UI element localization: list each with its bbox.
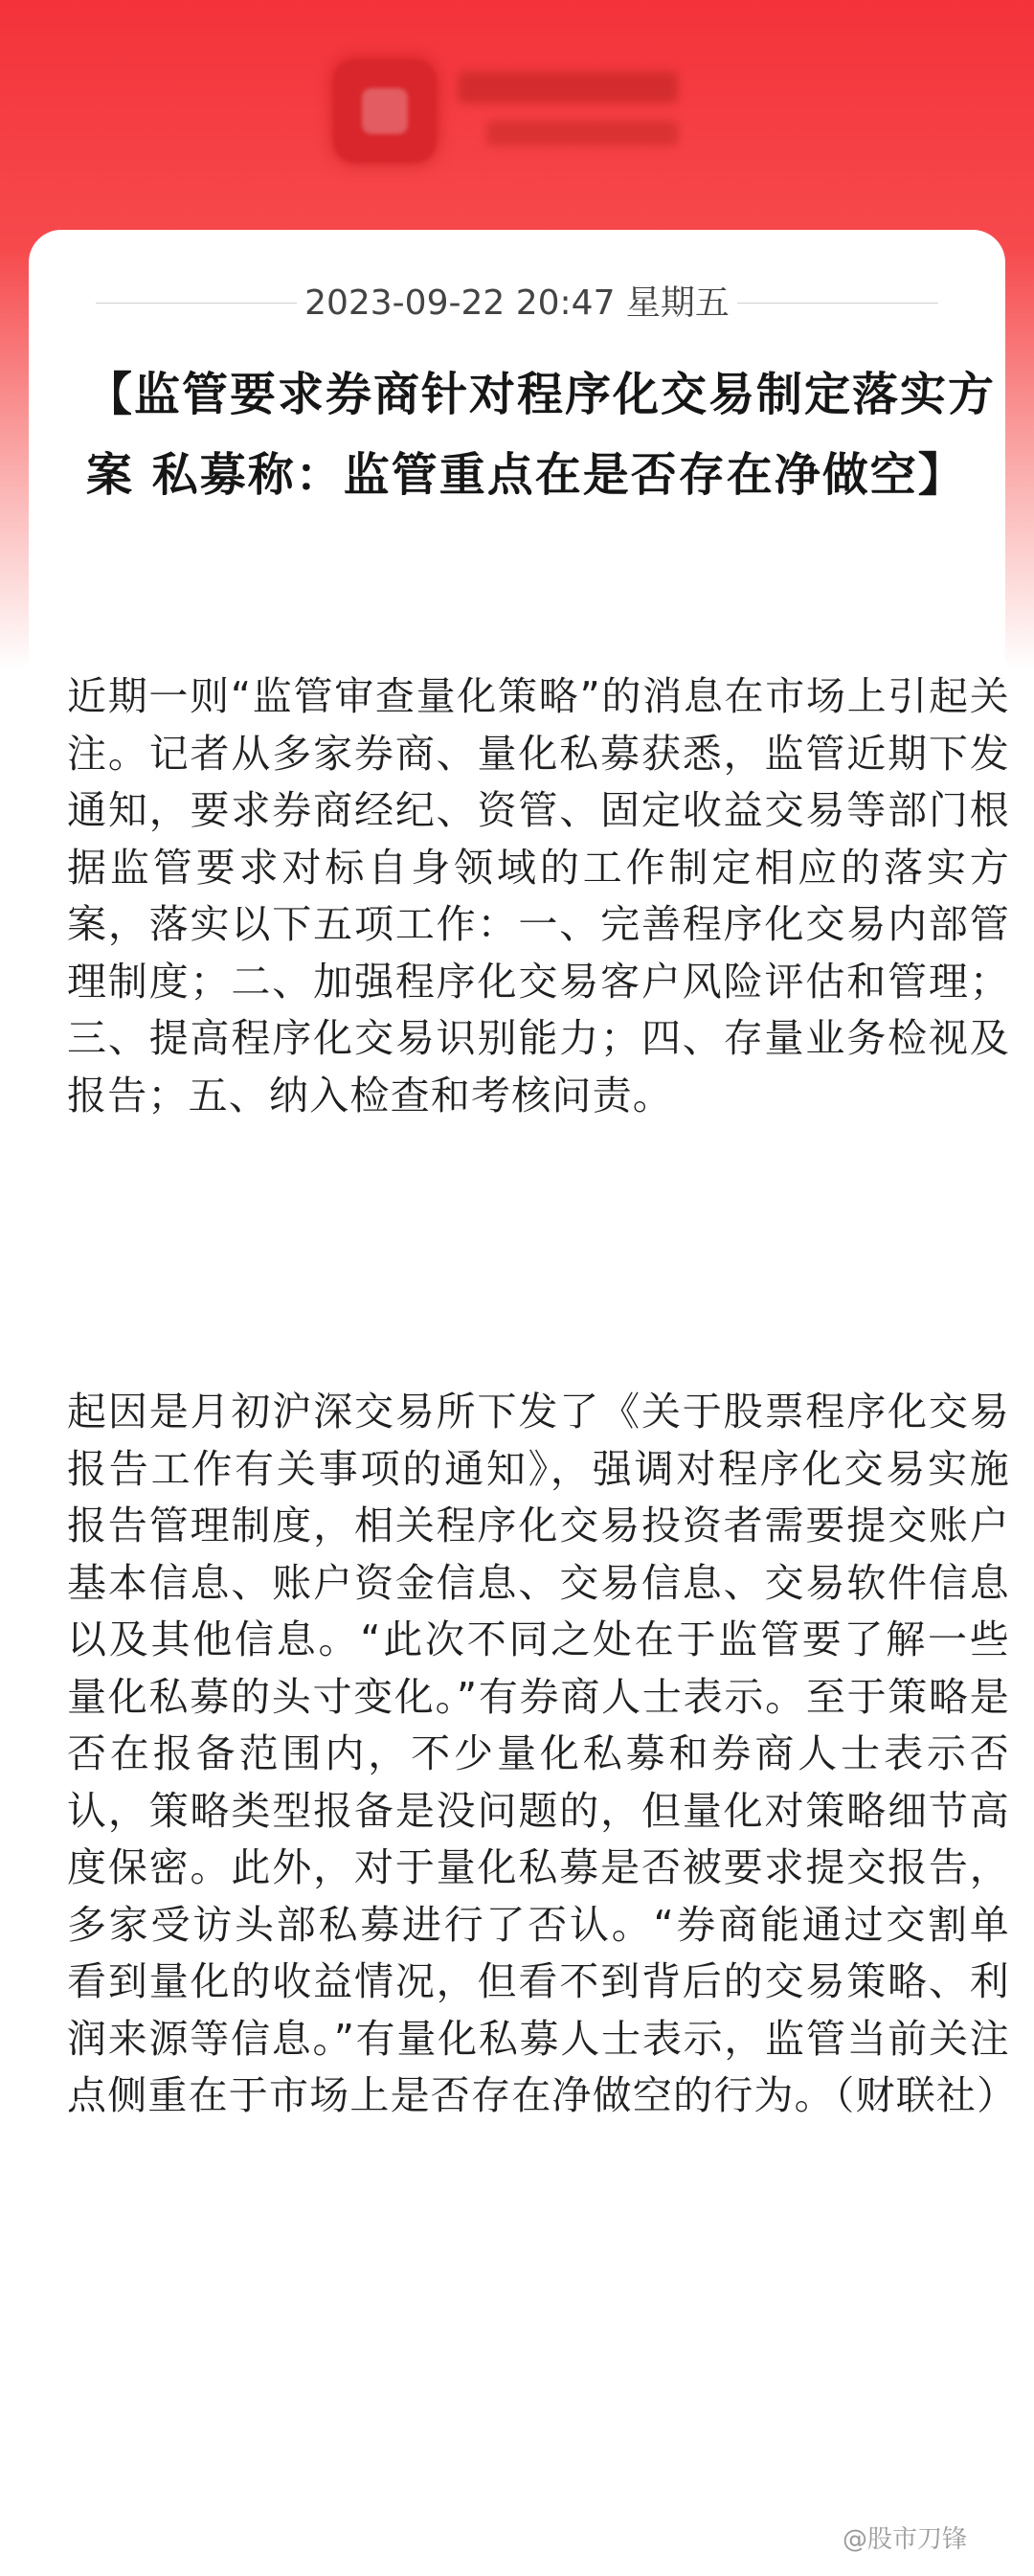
- weibo-watermark: [843, 2520, 967, 2559]
- article-headline: 【监管要求券商针对程序化交易制定落实方案 私募称：监管重点在是否存在净做空】: [86, 368, 997, 502]
- article-paragraph-1: 近期一则“监管审查量化策略”的消息在市场上引起关注。记者从多家券商、量化私募获悉，监管近期下发通知，要求券商经纪、资管、固定收益交易等部门根据监管要求对标自身领域的工作制定相应的落实方案，落实以下五项工作：一、完善程序化交易内部管理制度；二、加强程序化交易客户风险评估和管理；三、提高程序化交易识别能力；四、存量业务检视及报告；五、纳入检查和考核问责。: [67, 673, 1010, 1119]
- date-row: [29, 280, 1005, 328]
- watermark-text: @股市刀锋: [843, 2525, 968, 2554]
- app-logo-icon: [333, 59, 437, 163]
- blurred-logo-text: [458, 67, 707, 163]
- publish-datetime: 2023-09-22 20:47 星期五: [304, 283, 730, 323]
- article-paragraph-2: 起因是月初沪深交易所下发了《关于股票程序化交易报告工作有关事项的通知》，强调对程序化交易实施报告管理制度，相关程序化交易投资者需要提交账户基本信息、账户资金信息、交易信息、交易软件信息以及其他信息。“此次不同之处在于监管要了解一些量化私募的头寸变化。”有券商人士表示。至于策略是否在报备范围内，不少量化私募和券商人士表示否认，策略类型报备是没问题的，但量化对策略细节高度保密。此外，对于量化私募是否被要求提交报告，多家受访头部私募进行了否认。“券商能通过交割单看到量化的收益情况，但看不到背后的交易策略、利润来源等信息。”有量化私募人士表示，监管当前关注点侧重在于市场上是否存在净做空的行为。（财联社）: [67, 1389, 1018, 2118]
- top-banner: [0, 0, 1034, 230]
- divider-right: [737, 303, 938, 304]
- article-card: [29, 230, 1018, 2509]
